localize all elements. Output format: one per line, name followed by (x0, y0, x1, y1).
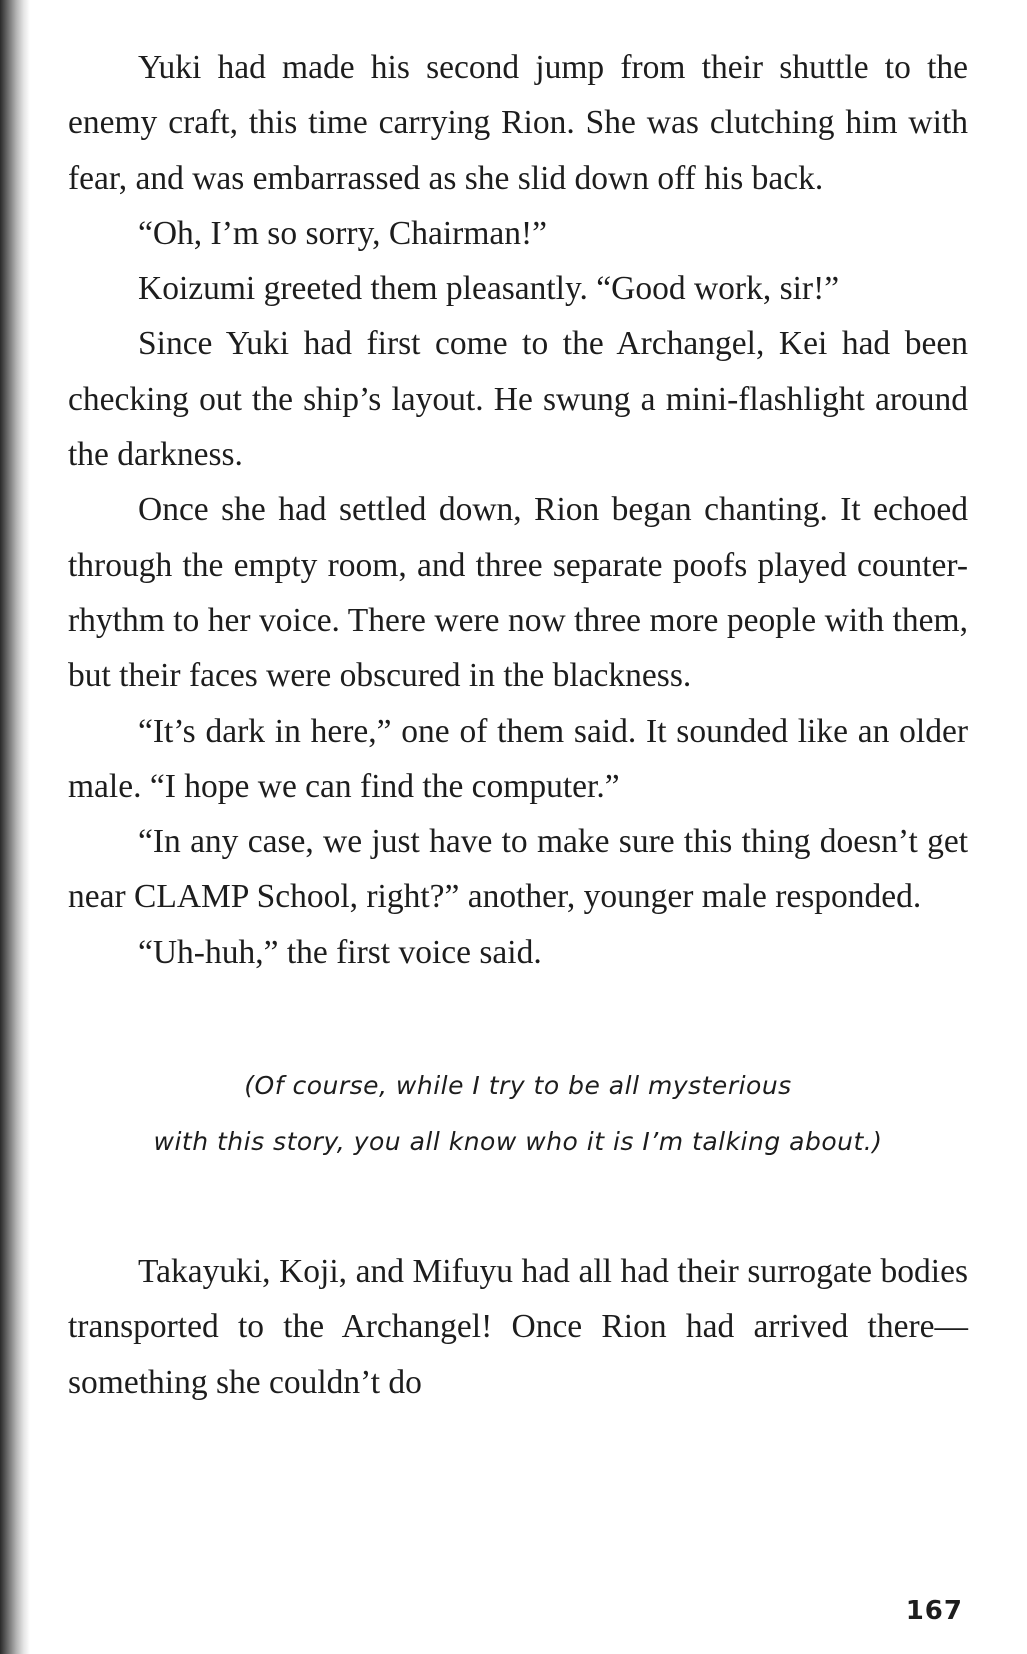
paragraph-1: Yuki had made his second jump from their shuttle to the enemy craft, this time carrying Rion. She was clutching him with fear, and was embarrassed as she slid down off his back. (68, 49, 968, 197)
note-line-2: with this story, you all know who it is I’m talking about.) (153, 1127, 883, 1157)
paragraph-4: Since Yuki had first come to the Archangel, Kei had been checking out the ship’s layout. He swung a mini-flashlight around the darkness. (68, 325, 968, 474)
author-aside-note (68, 1058, 968, 1170)
note-line-1: (Of course, while I try to be all mysterious (244, 1071, 792, 1101)
paragraph-6: “It’s dark in here,” one of them said. It sounded like an older male. “I hope we can find the computer.” (68, 712, 968, 805)
paragraph-8: “Uh-huh,” the first voice said. (138, 933, 542, 971)
paragraph-7: “In any case, we just have to make sure this thing doesn’t get near CLAMP School, right?” another, younger male responded. (68, 823, 968, 916)
paragraph-2: “Oh, I’m so sorry, Chairman!” (138, 214, 548, 252)
paragraph-5: Once she had settled down, Rion began chanting. It echoed through the empty room, and three separate poofs played counter-rhythm to her voice. There were now three more people with them, but their faces were obscured in the blackness. (68, 491, 968, 695)
book-spine-shadow (0, 0, 30, 1654)
page-number: 167 (905, 1596, 963, 1626)
paragraph-3: Koizumi greeted them pleasantly. “Good work, sir!” (138, 270, 840, 308)
book-page (68, 40, 968, 1410)
closing-paragraph: Takayuki, Koji, and Mifuyu had all had their surrogate bodies transported to the Archangel! Once Rion had arrived there—something she couldn’t do (68, 1253, 968, 1401)
